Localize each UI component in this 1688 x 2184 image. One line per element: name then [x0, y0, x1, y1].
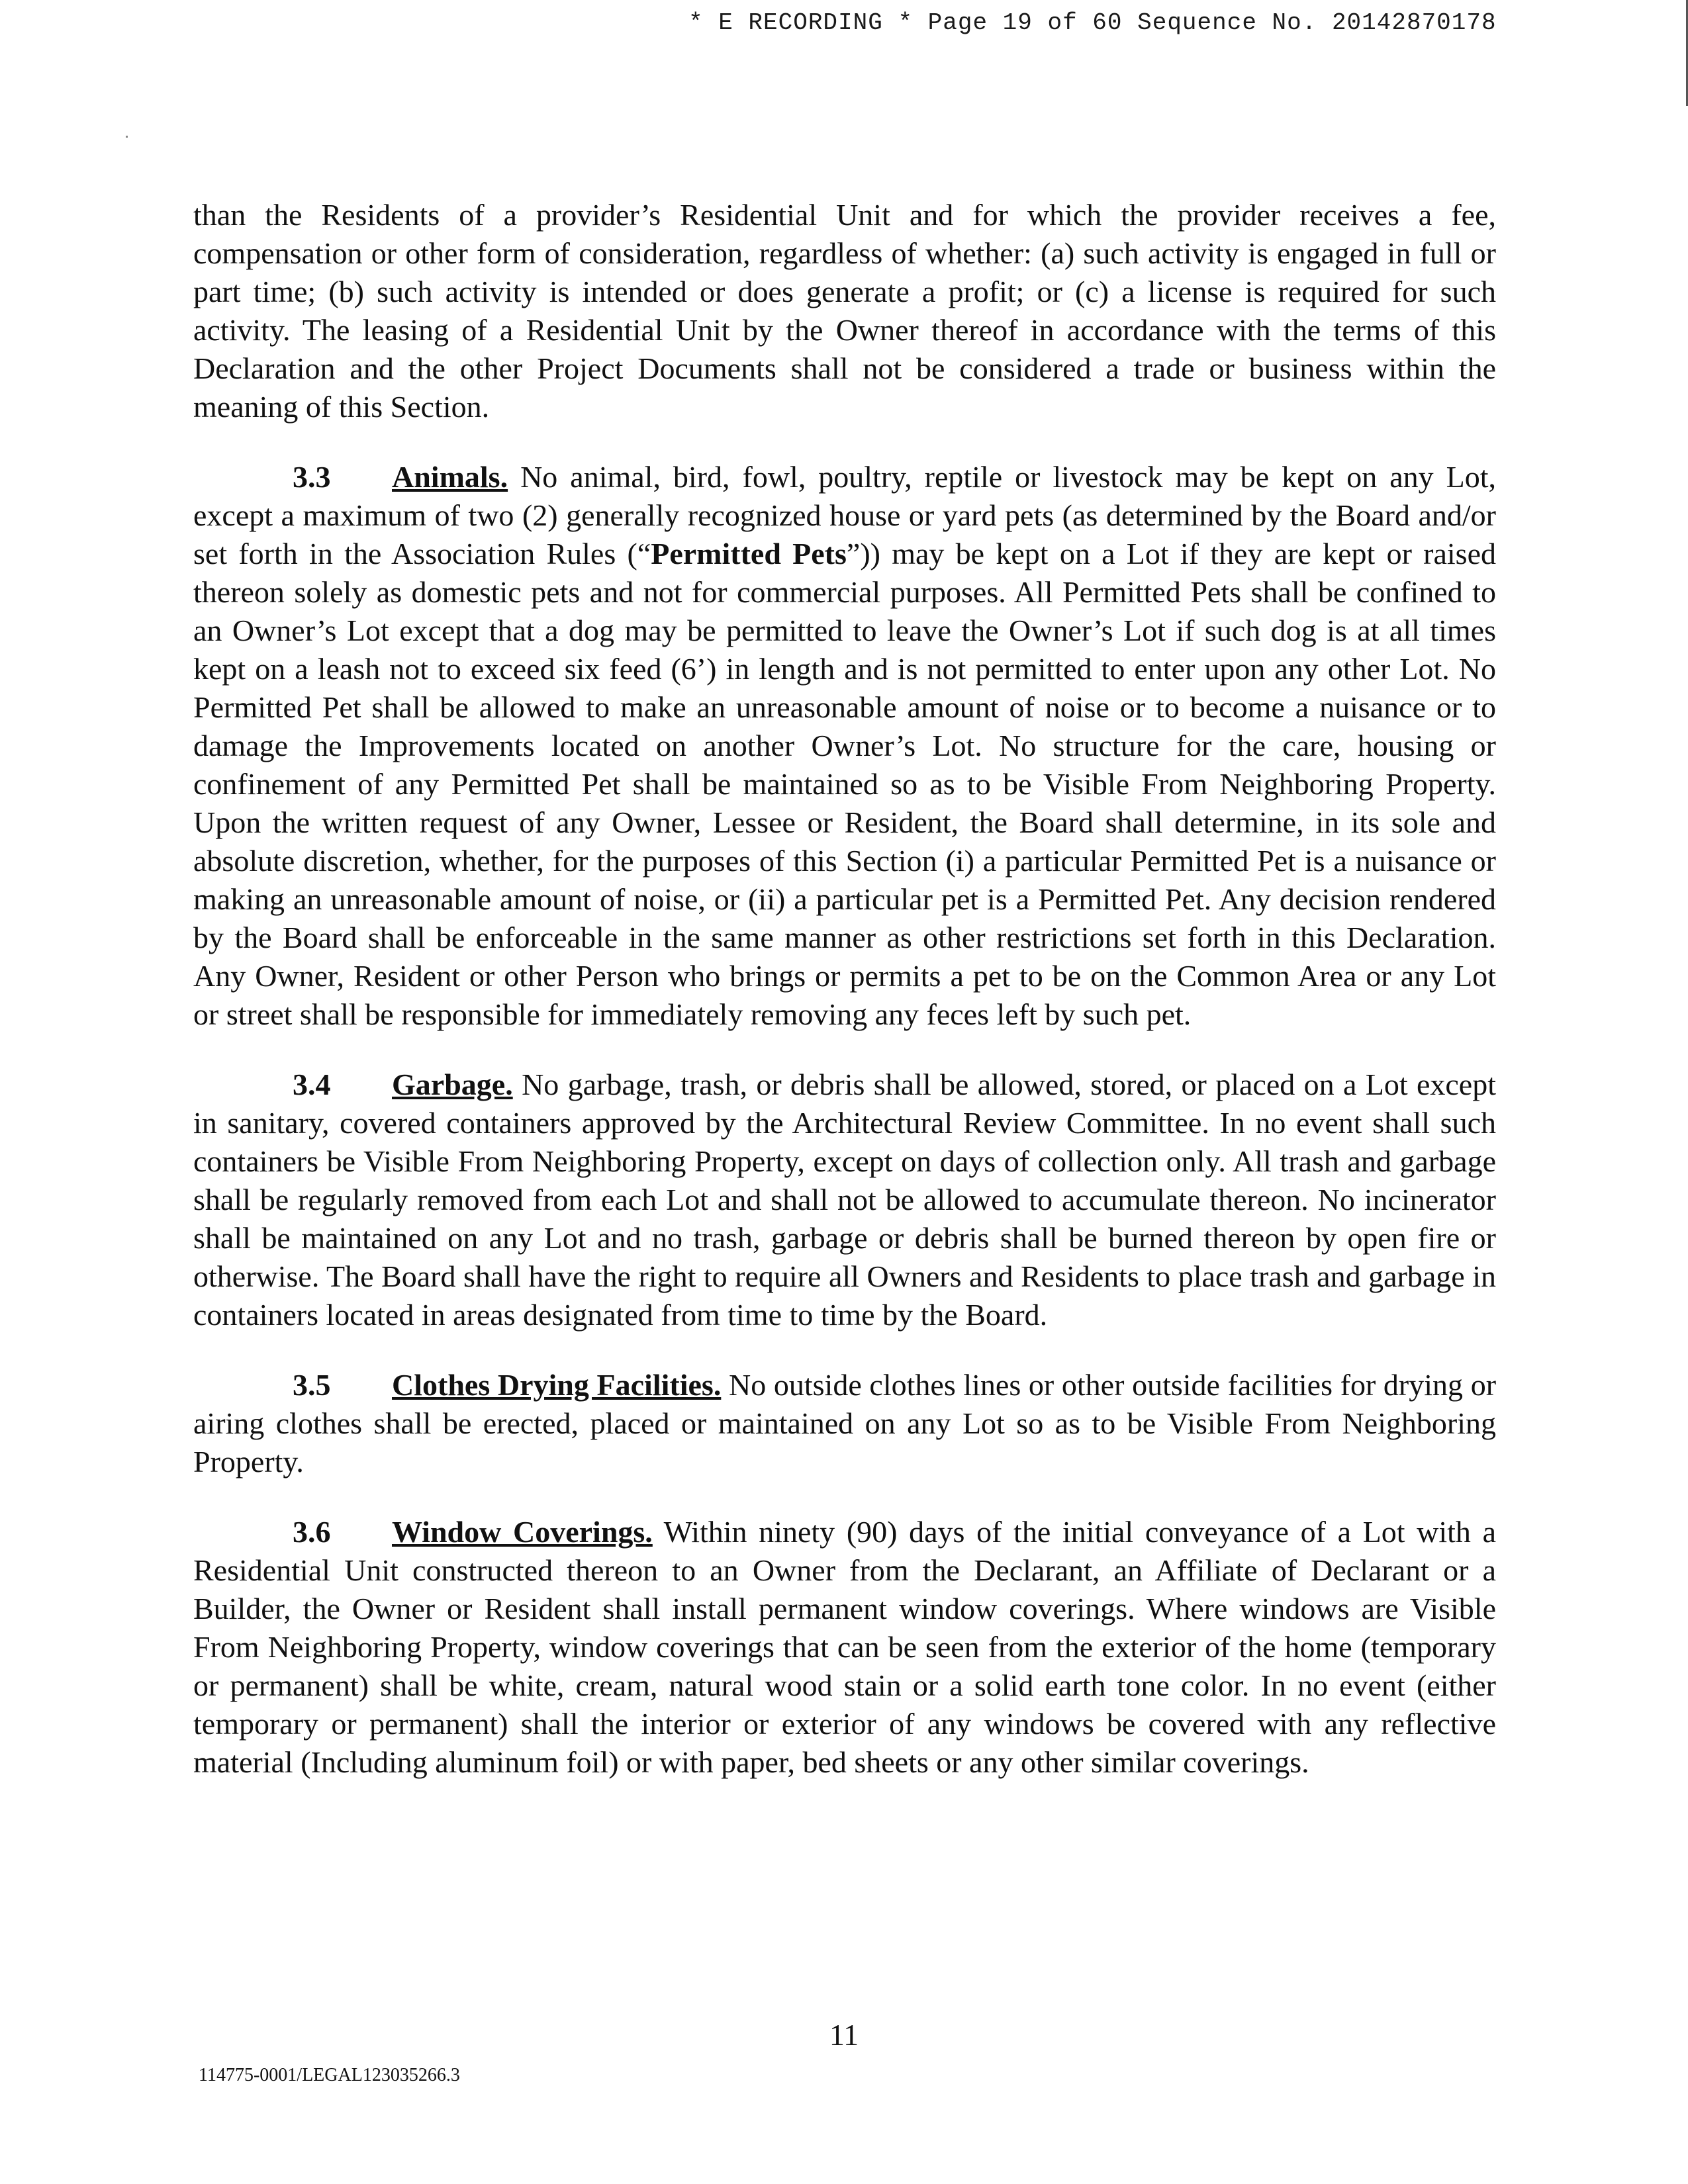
section-number: 3.3 — [293, 460, 331, 494]
document-id: 114775-0001/LEGAL123035266.3 — [199, 2065, 460, 2085]
document-body — [193, 196, 1496, 1813]
section-title: Garbage. — [392, 1068, 513, 1101]
page-number: 11 — [829, 2018, 859, 2052]
section-number: 3.5 — [293, 1368, 331, 1402]
section-animals — [193, 458, 1496, 1034]
section-text: ”)) may be kept on a Lot if they are kept or raised thereon solely as domestic pets and not for commercial purposes. All Permitted Pets shall be confined to an Owner’s Lot except that a dog may be permitted to leave the Owner’s Lot if such dog is at all times kept on a leash not to exceed six feed (6’) in length and is not permitted to enter upon any other Lot. No Permitted Pet shall be allowed to make an unreasonable amount of noise or to become a nuisance or to damage the Improvements located on another Owner’s Lot. No structure for the care, housing or confinement of any Permitted Pet shall be maintained so as to be Visible From Neighboring Property. Upon the written request of any Owner, Lessee or Resident, the Board shall determine, in its sole and absolute discretion, whether, for the purposes of this Section (i) a particular Permitted Pet is a nuisance or making an unreasonable amount of noise, or (ii) a particular pet is a Permitted Pet. Any decision rendered by the Board shall be enforceable in the same manner as other restrictions set forth in this Declaration. Any Owner, Resident or other Person who brings or permits a pet to be on the Common Area or any Lot or street shall be responsible for immediately removing any feces left by such pet. — [193, 537, 1496, 1031]
section-garbage — [193, 1066, 1496, 1334]
section-window-coverings — [193, 1513, 1496, 1782]
section-text: Within ninety (90) days of the initial conveyance of a Lot with a Residential Unit constructed thereon to an Owner from the Declarant, an Affiliate of Declarant or a Builder, the Owner or Resident shall install permanent window coverings. Where windows are Visible From Neighboring Property, window coverings that can be seen from the exterior of the home (temporary or permanent) shall be white, cream, natural wood stain or a solid earth tone color. In no event (either temporary or permanent) shall the interior or exterior of any windows be covered with any reflective material (Including aluminum foil) or with paper, bed sheets or any other similar coverings. — [193, 1515, 1497, 1779]
section-text: No outside clothes lines or other outside facilities for drying or airing clothes shall be erected, placed or maintained on any Lot so as to be Visible From Neighboring Property. — [193, 1368, 1497, 1479]
defined-term: Permitted Pets — [651, 537, 847, 570]
continuation-paragraph: than the Residents of a provider’s Residential Unit and for which the provider receives a fee, compensation or other form of consideration, regardless of whether: (a) such activity is engaged in full or part time; (b) such activity is intended or does generate a profit; or (c) a license is required for such activity. The leasing of a Residential Unit by the Owner thereof in accordance with the terms of this Declaration and the other Project Documents shall not be considered a trade or business within the meaning of this Section. — [193, 198, 1496, 424]
section-title: Window Coverings. — [392, 1515, 653, 1549]
section-number: 3.4 — [293, 1068, 331, 1101]
section-number: 3.6 — [293, 1515, 331, 1549]
section-text: No garbage, trash, or debris shall be allowed, stored, or placed on a Lot except in sanitary, covered containers approved by the Architectural Review Committee. In no event shall such containers be Visible From Neighboring Property, except on days of collection only. All trash and garbage shall be regularly removed from each Lot and shall not be allowed to accumulate thereon. No incinerator shall be maintained on any Lot and no trash, garbage or debris shall be burned thereon by open fire or otherwise. The Board shall have the right to require all Owners and Residents to place trash and garbage in containers located in areas designated from time to time by the Board. — [193, 1068, 1496, 1332]
scan-mark — [126, 136, 128, 138]
recording-header: * E RECORDING * Page 19 of 60 Sequence No. 20142870178 — [688, 9, 1497, 36]
section-title: Clothes Drying Facilities. — [392, 1368, 722, 1402]
section-title: Animals. — [392, 460, 508, 494]
section-clothes-drying — [193, 1366, 1496, 1481]
section-text: No animal, bird, fowl, poultry, reptile or livestock may be kept on any Lot, except a maximum of two (2) generally recognized house or yard pets (as determined by the Board and/or set forth in the Association Rules (“ — [193, 460, 1497, 570]
